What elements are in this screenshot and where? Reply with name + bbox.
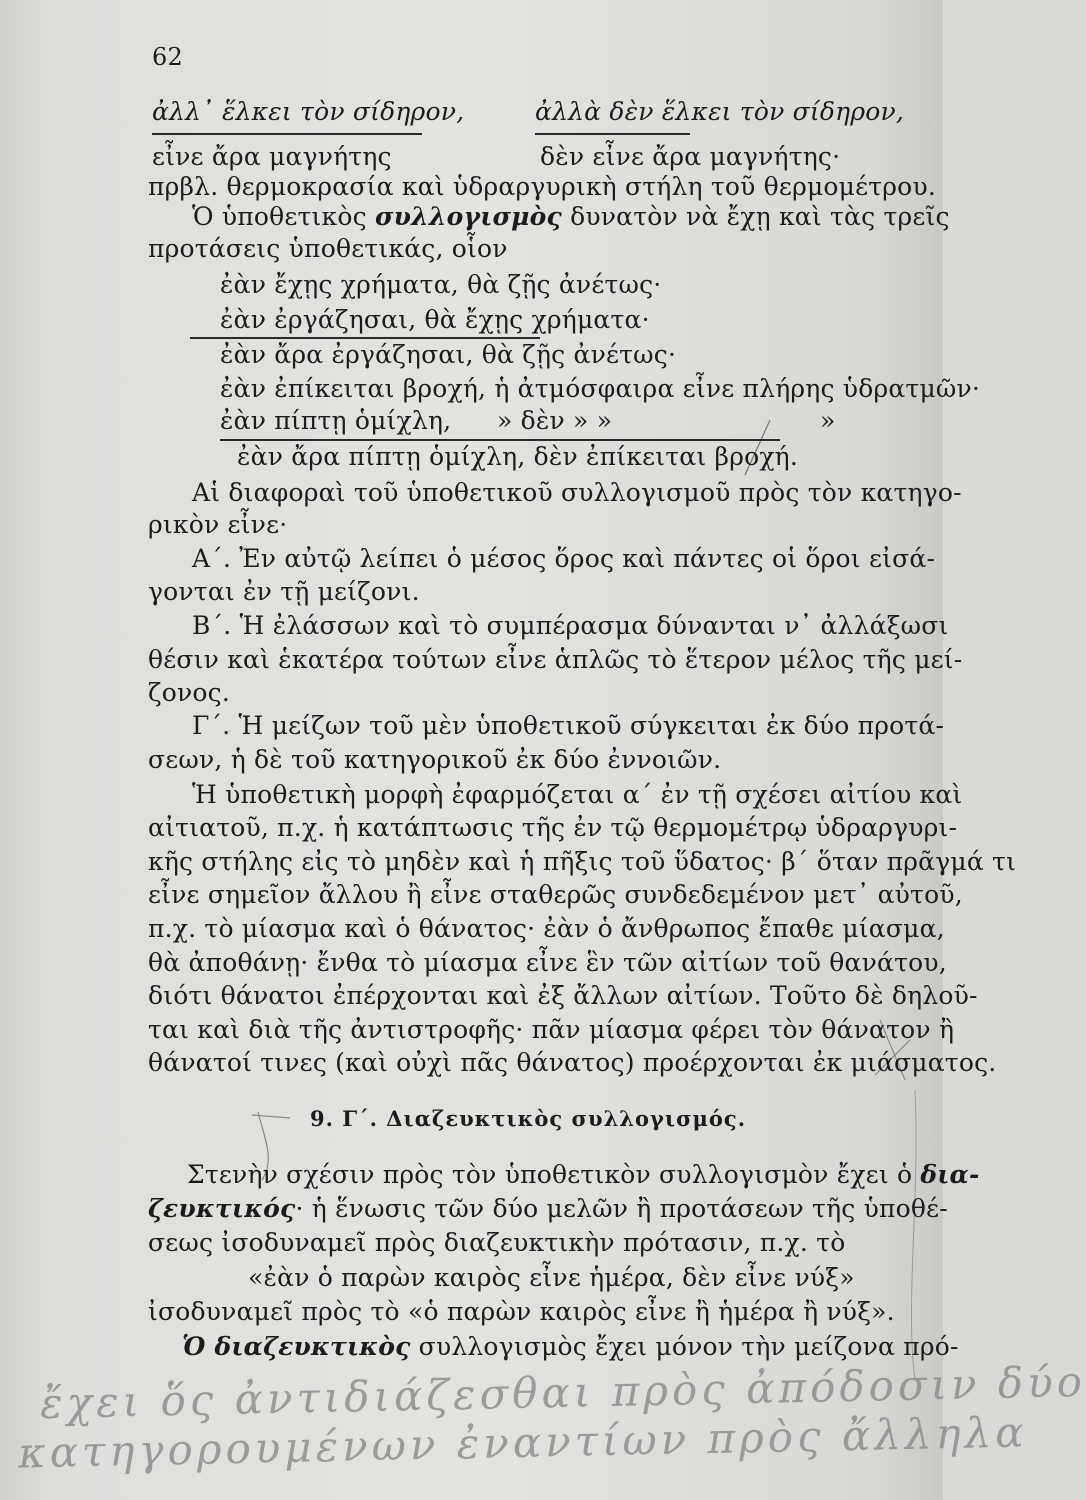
text-line: Ὁ διαζευκτικὸς συλλογισμὸς ἔχει μόνον τὴν μείζονα πρό-: [182, 1332, 959, 1361]
text-line: Αἱ διαφοραὶ τοῦ ὑποθετικοῦ συλλογισμοῦ πρὸς τὸν κατηγο-: [192, 478, 962, 507]
text-line: ται καὶ διὰ τῆς ἀντιστροφῆς· πᾶν μίασμα φέρει τὸν θάνατον ἢ: [148, 1015, 955, 1044]
text-line: θέσιν καὶ ἑκατέρα τούτων εἶνε ἁπλῶς τὸ ἕτερον μέλος τῆς μεί-: [148, 645, 963, 674]
text-line: Γ΄. Ἡ μείζων τοῦ μὲν ὑποθετικοῦ σύγκειται ἐκ δύο προτά-: [192, 711, 945, 740]
text-line: ζονος.: [148, 678, 230, 707]
text-line: σεων, ἡ δὲ τοῦ κατηγορικοῦ ἐκ δύο ἐννοιῶν.: [148, 745, 722, 774]
rule-syllogism-2: [220, 439, 780, 441]
text-line: Στενὴν σχέσιν πρὸς τὸν ὑποθετικὸν συλλογισμὸν ἔχει ὁ δια-: [187, 1160, 980, 1189]
rule-syllogism: [190, 337, 540, 339]
handwritten-note: κατηγορουμένων ἐναντίων πρὸς ἄλληλα: [17, 1407, 1029, 1478]
text-line: σεως ἰσοδυναμεῖ πρὸς διαζευκτικὴν πρότασιν, π.χ. τὸ: [148, 1228, 846, 1257]
text-line: ἰσοδυναμεῖ πρὸς τὸ «ὁ παρὼν καιρὸς εἶνε ἢ ἡμέρα ἢ νύξ».: [148, 1297, 895, 1326]
text-line: προτάσεις ὑποθετικάς, οἷον: [148, 234, 508, 263]
rule-right: [535, 133, 690, 135]
text-line: ζευκτικός· ἡ ἕνωσις τῶν δύο μελῶν ἢ προτάσεων τῆς ὑποθέ-: [148, 1194, 948, 1223]
example-conclusion-right: δὲν εἶνε ἄρα μαγνήτης·: [540, 142, 841, 171]
syllogism-line: ἐὰν ἄρα ἐργάζησαι, θὰ ζῇς ἀνέτως·: [220, 340, 677, 369]
text-line: θὰ ἀποθάνῃ· ἔνθα τὸ μίασμα εἶνε ἓν τῶν αἰτίων τοῦ θανάτου,: [148, 948, 947, 977]
text-line: αἰτιατοῦ, π.χ. ἡ κατάπτωσις τῆς ἐν τῷ θερμομέτρῳ ὑδραργυρι-: [148, 813, 958, 842]
text-line: π.χ. τὸ μίασμα καὶ ὁ θάνατος· ἐὰν ὁ ἄνθρωπος ἔπαθε μίασμα,: [148, 914, 945, 943]
text-line: Α΄. Ἐν αὐτῷ λείπει ὁ μέσος ὅρος καὶ πάντες οἱ ὅροι εἰσά-: [192, 544, 936, 573]
text-line: Ἡ ὑποθετικὴ μορφὴ ἐφαρμόζεται α΄ ἐν τῇ σχέσει αἰτίου καὶ: [192, 780, 963, 809]
syllogism-line: ἐὰν ἄρα πίπτῃ ὁμίχλη, δὲν ἐπίκειται βροχή.: [237, 442, 799, 471]
text-line: κῆς στήλης εἰς τὸ μηδὲν καὶ ἡ πῆξις τοῦ ὕδατος· β΄ ὅταν πρᾶγμά τι: [148, 847, 1017, 876]
rule-left: [152, 133, 422, 135]
text-line: πρβλ. θερμοκρασία καὶ ὑδραργυρικὴ στήλη τοῦ θερμομέτρου.: [148, 172, 936, 201]
text-line: διότι θάνατοι ἐπέρχονται καὶ ἐξ ἄλλων αἰτίων. Τοῦτο δὲ δηλοῦ-: [148, 981, 978, 1010]
section-heading: 9. Γ΄. Διαζευκτικὸς συλλογισμός.: [310, 1106, 747, 1131]
example-premise-right: ἀλλὰ δὲν ἕλκει τὸν σίδηρον,: [535, 97, 905, 126]
text-line: ρικὸν εἶνε·: [148, 510, 288, 539]
handwritten-note: ἔχει ὅς ἀντιδιάζεσθαι πρὸς ἀπόδοσιν δύο: [39, 1357, 1086, 1428]
text-line: εἶνε σημεῖον ἄλλου ἢ εἶνε σταθερῶς συνδεδεμένον μετ᾽ αὐτοῦ,: [148, 880, 963, 909]
text-line: Ὁ ὑποθετικὸς συλλογισμὸς δυνατὸν νὰ ἔχῃ καὶ τὰς τρεῖς: [192, 202, 950, 231]
syllogism-line: ἐὰν ἐργάζησαι, θὰ ἔχῃς χρήματα·: [220, 305, 650, 334]
text-line: θάνατοί τινες (καὶ οὐχὶ πᾶς θάνατος) προέρχονται ἐκ μιάσματος.: [148, 1048, 997, 1077]
page-number: 62: [152, 43, 183, 71]
syllogism-line: ἐὰν ἔχῃς χρήματα, θὰ ζῇς ἀνέτως·: [220, 270, 662, 299]
syllogism-line: ἐὰν πίπτῃ ὁμίχλη,: [220, 406, 452, 435]
example-conclusion-left: εἶνε ἄρα μαγνήτης: [152, 142, 392, 171]
text-line: «ἐὰν ὁ παρὼν καιρὸς εἶνε ἡμέρα, δὲν εἶνε νύξ»: [248, 1263, 855, 1292]
text-line: Β΄. Ἡ ἐλάσσων καὶ τὸ συμπέρασμα δύνανται ν᾽ ἀλλάξωσι: [192, 611, 949, 640]
syllogism-line-ditto-end: »: [820, 406, 836, 435]
text-line: γονται ἐν τῇ μείζονι.: [148, 577, 420, 606]
syllogism-line: ἐὰν ἐπίκειται βροχή, ἡ ἀτμόσφαιρα εἶνε πλήρης ὑδρατμῶν·: [220, 374, 981, 403]
example-premise-left: ἀλλ᾽ ἕλκει τὸν σίδηρον,: [152, 97, 465, 126]
syllogism-line-ditto: » δὲν » »: [497, 406, 613, 435]
